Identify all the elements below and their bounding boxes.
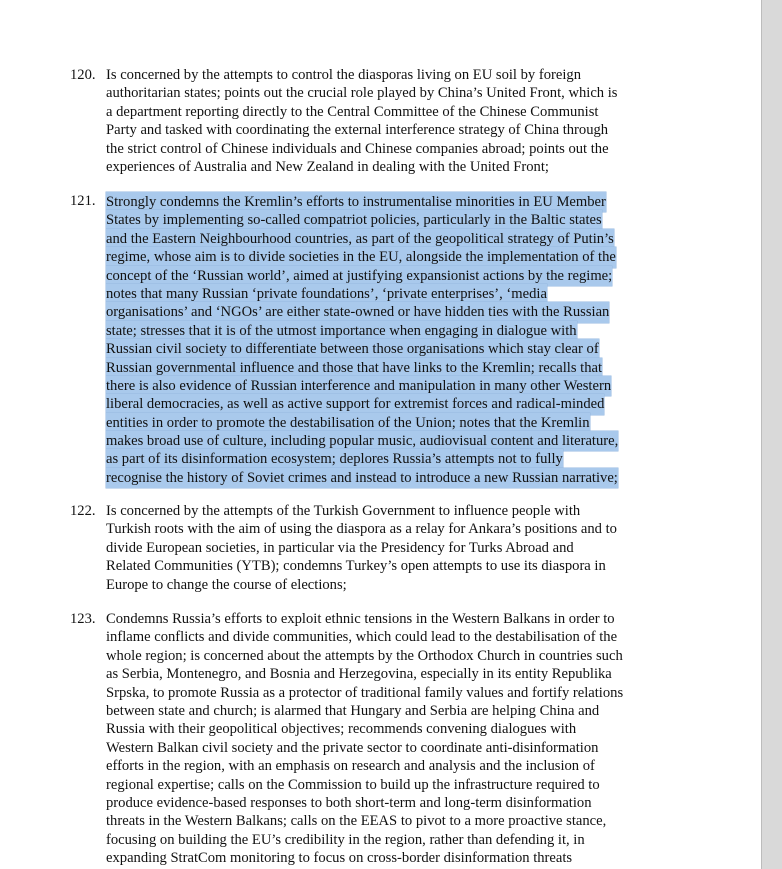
text-line: concept of the ‘Russian world’, aimed at justifying expansionist actions by the regime;	[106, 266, 676, 284]
text-line: Related Communities (YTB); condemns Turkey’s open attempts to use its diaspora in	[106, 558, 606, 575]
text-line: as part of its disinformation ecosystem; deplores Russia’s attempts not to fully	[106, 449, 676, 467]
text-line: authoritarian states; points out the crucial role played by China’s United Front, which is	[106, 85, 618, 102]
viewer-side-panel[interactable]	[761, 0, 782, 869]
text-line: efforts in the region, with an emphasis on research and analysis and the inclusion of	[106, 758, 595, 775]
paragraph-number: 123.	[70, 611, 96, 627]
text-line: Europe to change the course of elections;	[106, 576, 347, 593]
text-line: Russian governmental influence and those that have links to the Kremlin; recalls that	[106, 358, 676, 376]
text-line: States by implementing so-called compatriot policies, particularly in the Baltic states	[106, 210, 676, 228]
paragraph-text[interactable]	[106, 610, 676, 867]
text-line: divide European societies, in particular via the Presidency for Turks Abroad and	[106, 539, 574, 556]
text-line: recognise the history of Soviet crimes and instead to introduce a new Russian narrative;	[106, 468, 676, 486]
text-line: regional expertise; calls on the Commission to build up the infrastructure required to	[106, 776, 600, 793]
text-line: Western Balkan civil society and the private sector to coordinate anti-disinformation	[106, 739, 599, 756]
text-line: entities in order to promote the destabilisation of the Union; notes that the Kremlin	[106, 413, 676, 431]
paragraph-number: 121.	[70, 193, 96, 209]
text-line: Is concerned by the attempts to control the diasporas living on EU soil by foreign	[106, 67, 582, 83]
text-line: notes that many Russian ‘private foundations’, ‘private enterprises’, ‘media	[106, 284, 676, 302]
paragraph-number: 120.	[70, 67, 96, 83]
text-line: there is also evidence of Russian interference and manipulation in many other Western	[106, 376, 676, 394]
text-line: and the Eastern Neighbourhood countries, as part of the geopolitical strategy of Putin’s	[106, 229, 676, 247]
text-line: Condemns Russia’s efforts to exploit ethnic tensions in the Western Balkans in order to	[106, 611, 615, 627]
text-line: between state and church; is alarmed that Hungary and Serbia are helping China and	[106, 702, 600, 719]
text-line: Party and tasked with coordinating the external interference strategy of China through	[106, 122, 609, 139]
text-line: Russian civil society to differentiate between those organisations which stay clear of	[106, 339, 676, 357]
text-line: inflame conflicts and divide communities, which could lead to the destabilisation of the	[106, 629, 618, 646]
text-line: threats in the Western Balkans; calls on the EEAS to pivot to a more proactive stance,	[106, 813, 607, 830]
text-line: regime, whose aim is to divide societies in the EU, alongside the implementation of the	[106, 247, 676, 265]
text-line: as Serbia, Montenegro, and Bosnia and Herzegovina, especially in its entity Republika	[106, 666, 612, 683]
text-line: makes broad use of culture, including popular music, audiovisual content and literature,	[106, 431, 676, 449]
paragraph-number: 122.	[70, 503, 96, 519]
text-line: Strongly condemns the Kremlin’s efforts to instrumentalise minorities in EU Member	[106, 192, 676, 210]
text-line: Russia with their geopolitical objectives; recommends convening dialogues with	[106, 721, 577, 738]
paragraph-text[interactable]	[106, 66, 676, 176]
text-line: Srpska, to promote Russia as a protector of traditional family values and fortify relations	[106, 684, 624, 701]
selected-text[interactable]	[106, 192, 676, 486]
text-line: a department reporting directly to the Central Committee of the Chinese Communist	[106, 103, 599, 120]
text-line: produce evidence-based responses to both short-term and long-term disinformation	[106, 794, 592, 811]
text-line: experiences of Australia and New Zealand in dealing with the United Front;	[106, 158, 549, 175]
paragraph-text[interactable]	[106, 502, 676, 594]
text-line: expanding StratCom monitoring to focus on cross-border disinformation threats	[106, 850, 573, 867]
text-line: state; stresses that it is of the utmost importance when engaging in dialogue with	[106, 321, 676, 339]
text-line: liberal democracies, as well as active support for extremist forces and radical-minded	[106, 394, 676, 412]
text-line: whole region; is concerned about the attempts by the Orthodox Church in countries such	[106, 647, 623, 664]
text-line: organisations’ and ‘NGOs’ are either state-owned or have hidden ties with the Russian	[106, 302, 676, 320]
text-line: the strict control of Chinese individuals and Chinese companies abroad; points out the	[106, 140, 609, 157]
text-line: Is concerned by the attempts of the Turkish Government to influence people with	[106, 503, 581, 519]
text-line: focusing on building the EU’s credibility in the region, rather than defending it, in	[106, 831, 585, 848]
text-line: Turkish roots with the aim of using the diaspora as a relay for Ankara’s positions and to	[106, 521, 617, 538]
